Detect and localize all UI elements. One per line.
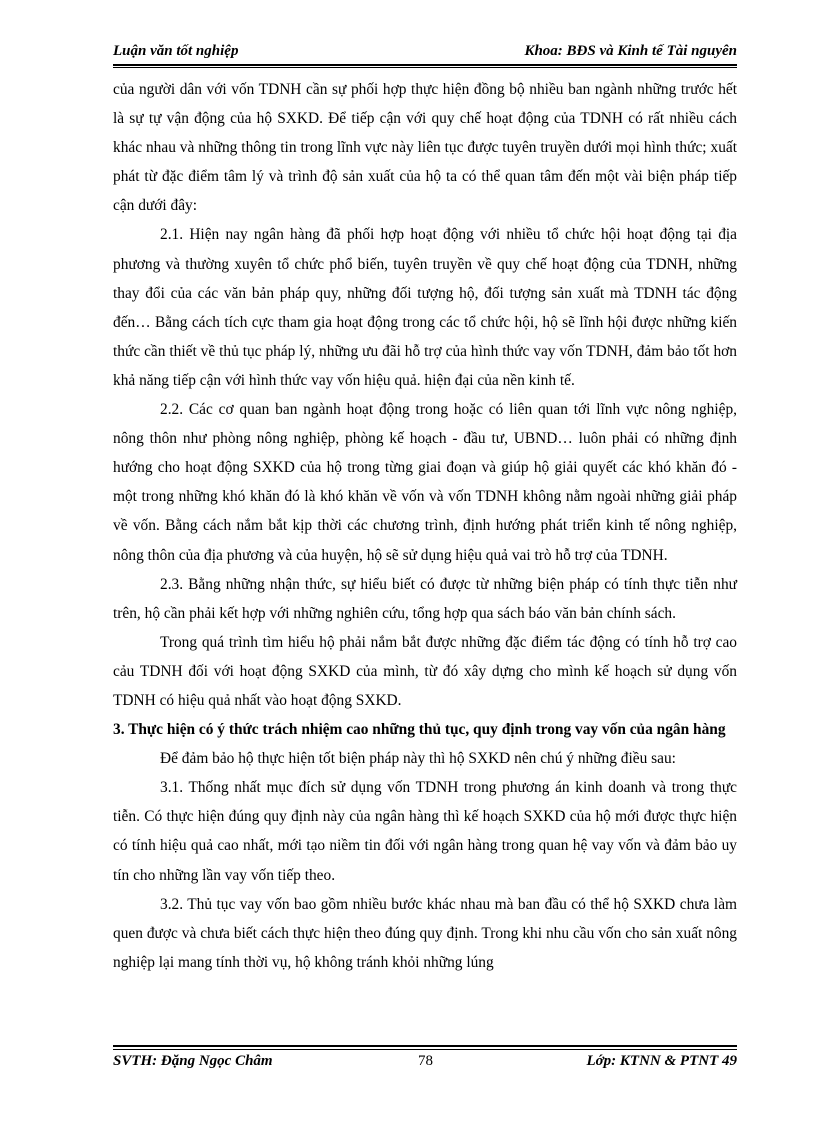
paragraph-2-1: 2.1. Hiện nay ngân hàng đã phối hợp hoạt động với nhiều tổ chức hội hoạt động tại địa phương và thường xuyên tổ chức phổ biến, tuyên truyền về quy chế hoạt động của TDNH, những thay đổi của các văn bản pháp quy, những đối tượng hộ, đối tượng sản xuất mà TDNH tác động đến… Bằng cách tích cực tham gia hoạt động trong các tổ chức hội, hộ sẽ lĩnh hội được những kiến thức cần thiết về thủ tục pháp lý, những ưu đãi hỗ trợ của hình thức vay vốn TDNH, đảm bảo tốt hơn khả năng tiếp cận với hình thức vay vốn hiệu quả. hiện đại của nền kinh tế. <box>113 226 737 389</box>
footer-class: Lớp: KTNN & PTNT 49 <box>586 1053 737 1069</box>
paragraph-summary: Trong quá trình tìm hiểu hộ phải nắm bắt được những đặc điểm tác động có tính hỗ trợ cao cảu TDNH đối với hoạt động SXKD của mình, từ đó xây dựng cho mình kế hoạch sử dụng vốn TDNH có hiệu quả nhất vào hoạt động SXKD. <box>113 633 737 709</box>
header-thesis-title: Luận văn tốt nghiệp <box>113 43 239 59</box>
page-body <box>113 75 737 977</box>
header-rule <box>113 64 737 66</box>
header-faculty: Khoa: BĐS và Kinh tế Tài nguyên <box>524 43 737 59</box>
paragraph-3-1: 3.1. Thống nhất mục đích sử dụng vốn TDNH trong phương án kinh doanh và trong thực tiễn. Có thực hiện đúng quy định này của ngân hàng thì kế hoạch SXKD của hộ mới được thực hiện có tính hiệu quả cao nhất, mới tạo niềm tin đối với ngân hàng trong quan hệ vay vốn và đảm bảo uy tín cho những lần vay vốn tiếp theo. <box>113 779 737 884</box>
page-footer <box>113 1053 737 1075</box>
paragraph-2-2: 2.2. Các cơ quan ban ngành hoạt động trong hoặc có liên quan tới lĩnh vực nông nghiệp, nông thôn như phòng nông nghiệp, phòng kế hoạch - đầu tư, UBND… luôn phải có những định hướng cho hoạt động SXKD của hộ trong từng giai đoạn và giúp hộ giải quyết các khó khăn đó - một trong những khó khăn đó là khó khăn về vốn và vốn TDNH không nằm ngoài những giải pháp về vốn. Bằng cách nắm bắt kịp thời các chương trình, định hướng phát triển kinh tế nông nghiệp, nông thôn của địa phương và của huyện, hộ sẽ sử dụng hiệu quả vai trò hỗ trợ của TDNH. <box>113 401 737 564</box>
footer-rule-thin <box>113 1049 737 1050</box>
footer-student-name: SVTH: Đặng Ngọc Châm <box>113 1053 273 1069</box>
paragraph-section-3-intro: Để đảm bảo hộ thực hiện tốt biện pháp này thì hộ SXKD nên chú ý những điều sau: <box>160 750 676 768</box>
paragraph-intro: của người dân với vốn TDNH cần sự phối hợp thực hiện đồng bộ nhiều ban ngành những trước hết là sự tự vận động của hộ SXKD. Để tiếp cận với quy chế hoạt động của TDNH có rất nhiều cách khác nhau và những thông tin trong lĩnh vực này liên tục được tuyên truyền dưới mọi hình thức; xuất phát từ đặc điểm tâm lý và trình độ sản xuất của hộ ta có thể quan tâm đến một vài biện pháp tiếp cận dưới đây: <box>113 81 737 215</box>
header-rule-thin <box>113 67 737 68</box>
paragraph-2-3: 2.3. Bằng những nhận thức, sự hiểu biết có được từ những biện pháp có tính thực tiễn như trên, hộ cần phải kết hợp với những nghiên cứu, tổng hợp qua sách báo văn bản chính sách. <box>113 575 737 622</box>
section-heading-3: 3. Thực hiện có ý thức trách nhiệm cao những thủ tục, quy định trong vay vốn của ngân hàng <box>113 721 726 739</box>
page-number: 78 <box>418 1053 433 1069</box>
page-header <box>113 40 737 64</box>
footer-rule <box>113 1045 737 1047</box>
paragraph-3-2: 3.2. Thủ tục vay vốn bao gồm nhiều bước khác nhau mà ban đầu có thể hộ SXKD chưa làm quen được và chưa biết cách thực hiện theo đúng quy định. Trong khi nhu cầu vốn cho sản xuất nông nghiệp lại mang tính thời vụ, hộ không tránh khỏi những lúng <box>113 895 737 971</box>
